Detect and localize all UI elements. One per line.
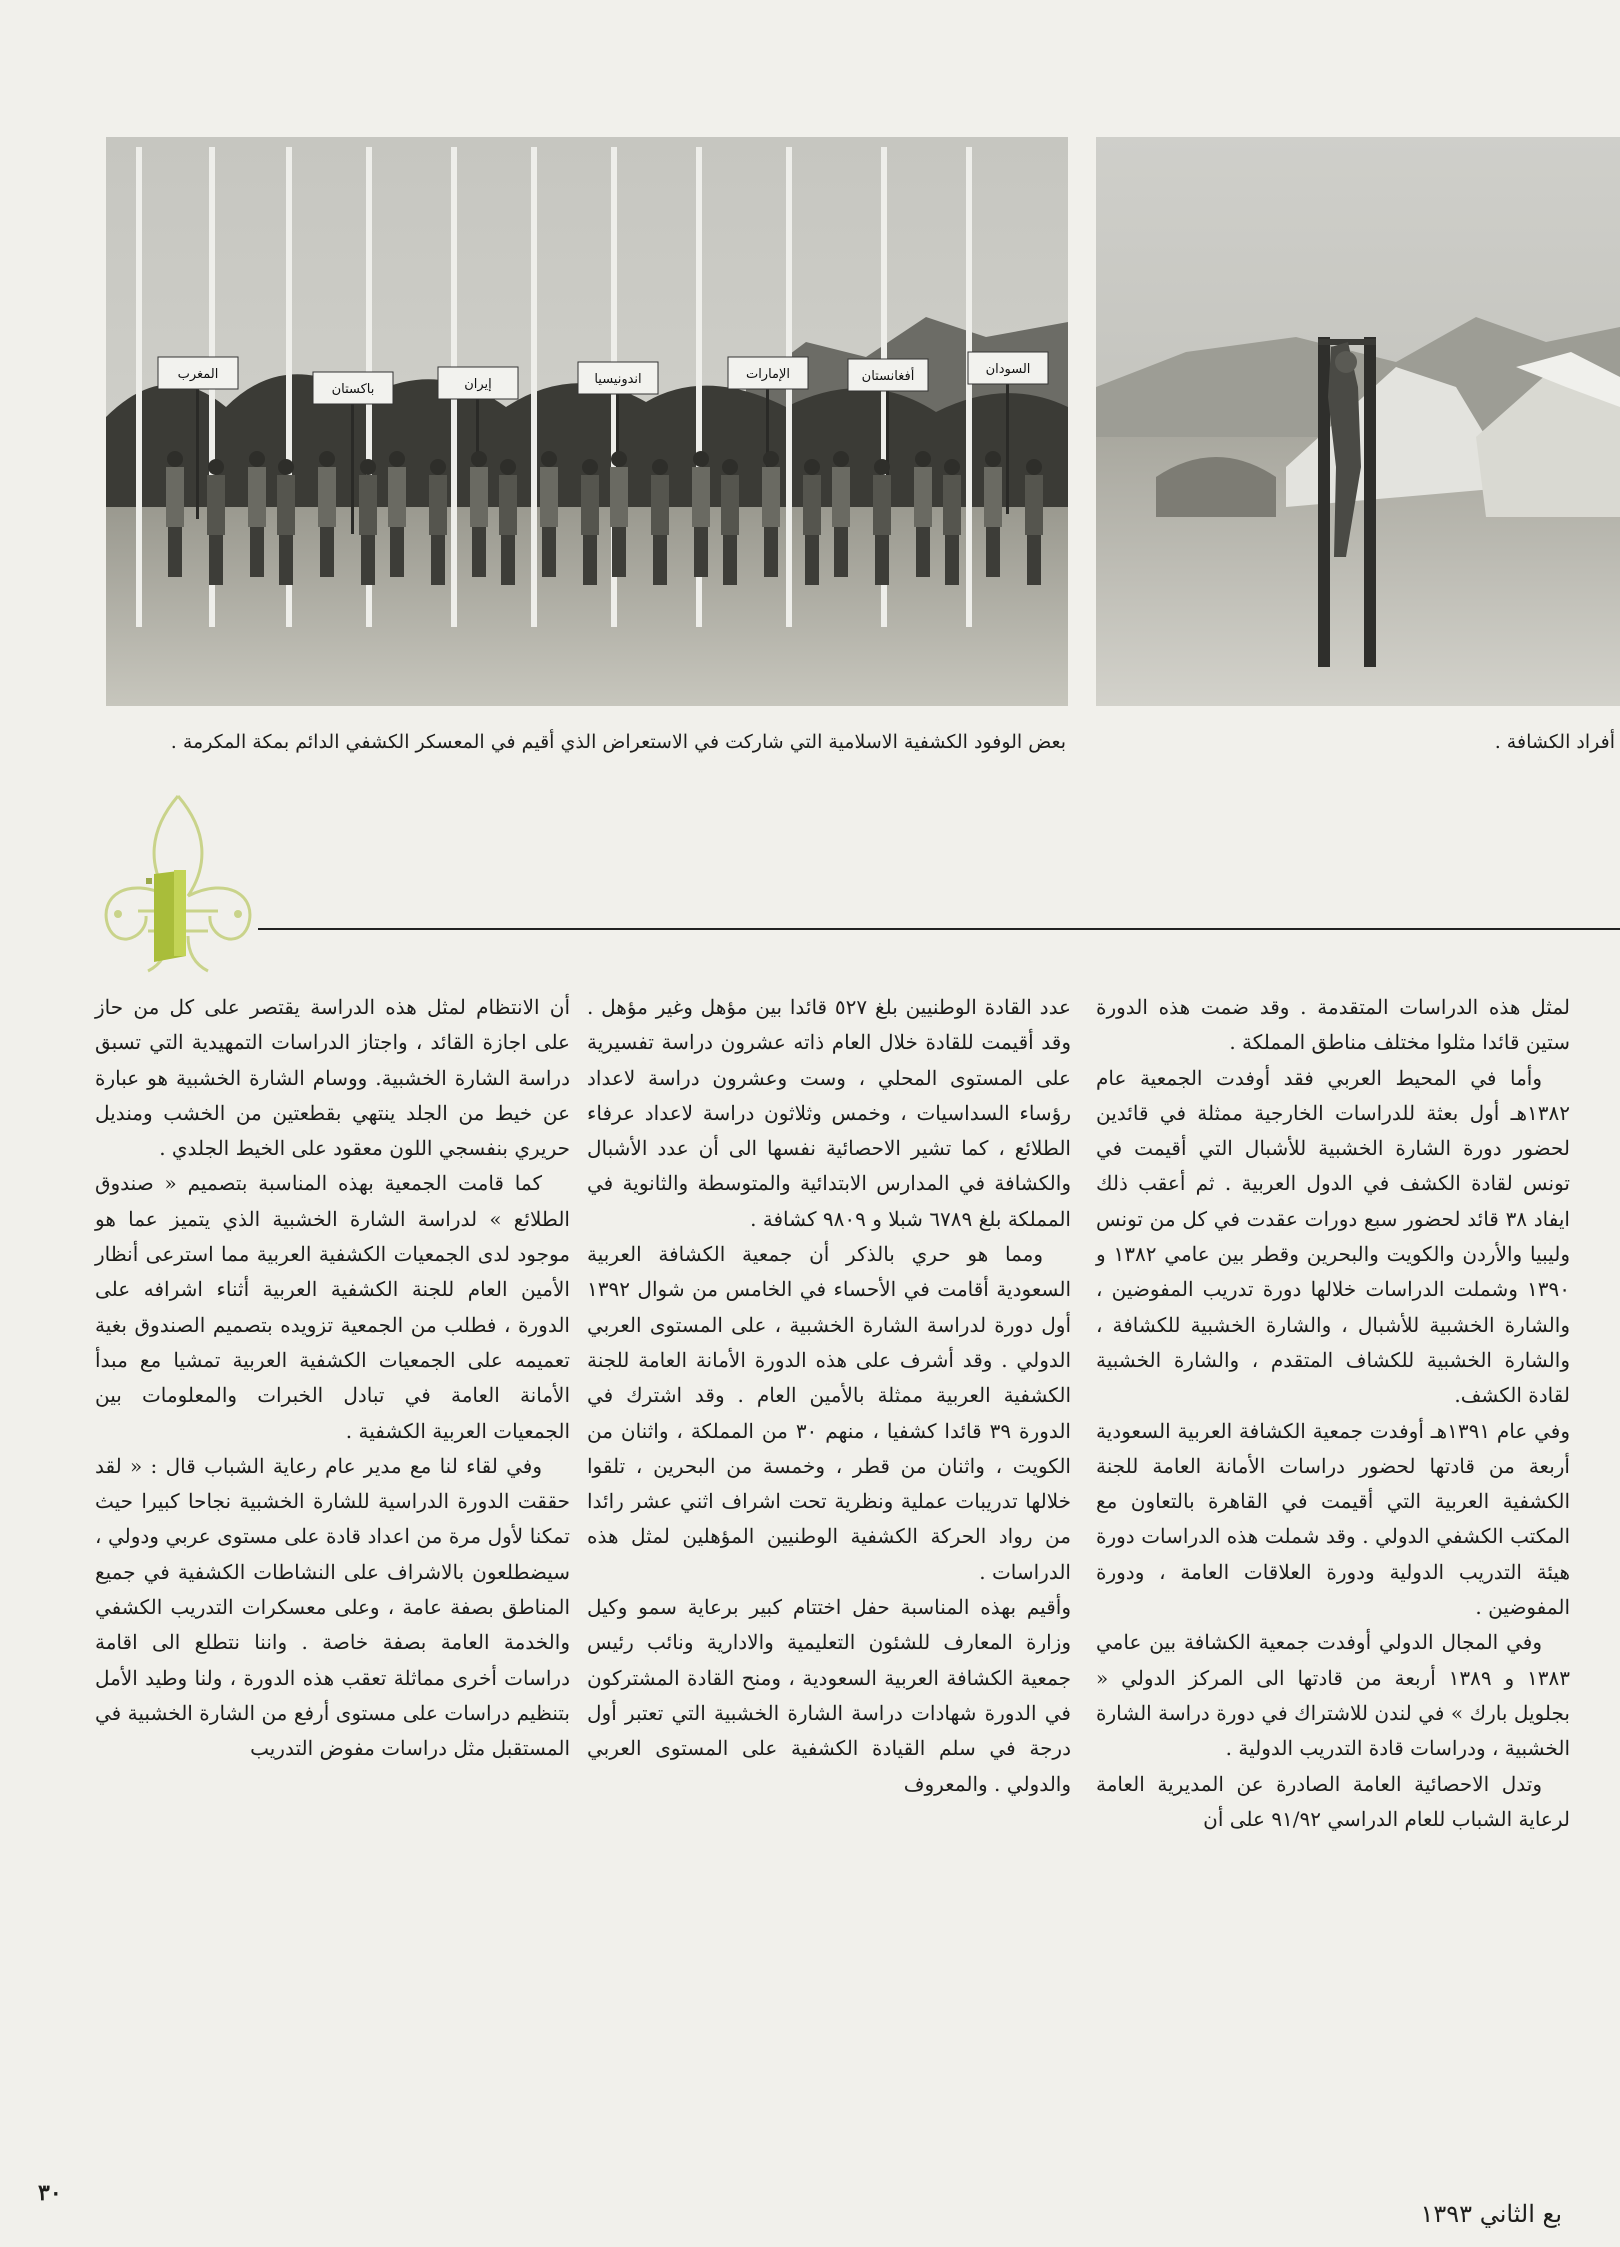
scout-figure bbox=[651, 459, 669, 585]
scout-figure bbox=[207, 459, 225, 585]
photo-scout-tents bbox=[1096, 137, 1620, 706]
flag-pole bbox=[531, 147, 537, 627]
delegation-sign-label: إيران bbox=[464, 377, 492, 392]
scout-figure bbox=[318, 451, 336, 577]
scout-figure bbox=[1025, 459, 1043, 585]
delegation-sign-label: أفغانستان bbox=[861, 369, 915, 384]
scout-figure bbox=[388, 451, 406, 577]
page-number: ٣٠ bbox=[38, 2180, 62, 2206]
paragraph: وأما في المحيط العربي فقد أوفدت الجمعية عام ١٣٨٢هـ أول بعثة للدراسات الخارجية ممثلة في قائدين لحضور دورة الشارة الخشبية للأشبال التي أقيمت في تونس لقادة الكشف في الدول العربية . ثم أعقب ذلك ايفاد ٣٨ قائد لحضور سبع دورات عقدت في كل من تونس وليبيا والأردن والكويت والبحرين وقطر بين عامي ١٣٨٢ و ١٣٩٠ وشملت الدراسات خلالها دورة تدريب المفوضين ، والشارة الخشبية للأشبال ، والشارة الخشبية للكشافة ، والشارة الخشبية للكشاف المتقدم ، والشارة الخشبية لقادة الكشف. bbox=[1096, 1065, 1571, 1408]
delegation-sign-label: الإمارات bbox=[745, 367, 791, 382]
scout-figure bbox=[803, 459, 821, 585]
paragraph: وأقيم بهذه المناسبة حفل اختتام كبير برعاية سمو وكيل وزارة المعارف للشئون التعليمية والادارية ونائب رئيس جمعية الكشافة العربية السعودية ، ومنح القادة المشتركون في الدورة شهادات دراسة الشارة الخشبية التي تعتبر أول درجة في سلم القيادة الكشفية على المستوى العربي والدولي . والمعروف bbox=[587, 1595, 1071, 1796]
scout-figure bbox=[692, 451, 710, 577]
scout-figure bbox=[914, 451, 932, 577]
delegation-sign-label: اندونيسيا bbox=[594, 372, 642, 387]
flag-pole bbox=[966, 147, 972, 627]
scout-tents-image bbox=[1096, 137, 1620, 706]
scout-figure bbox=[984, 451, 1002, 577]
photo-caption-left: بعض الوفود الكشفية الاسلامية التي شاركت في الاستعراض الذي أقيم في المعسكر الكشفي الدائم بمكة المكرمة . bbox=[170, 731, 1066, 753]
scout-figure bbox=[873, 459, 891, 585]
photo-scout-parade bbox=[106, 137, 1068, 706]
scout-figure bbox=[429, 459, 447, 585]
delegation-sign-label: السودان bbox=[985, 362, 1031, 377]
scout-figure bbox=[540, 451, 558, 577]
scout-figure bbox=[762, 451, 780, 577]
parade-image bbox=[106, 137, 1068, 706]
scout-figure bbox=[581, 459, 599, 585]
scout-figure bbox=[610, 451, 628, 577]
scout-figure bbox=[248, 451, 266, 577]
paragraph: وتدل الاحصائية العامة الصادرة عن المديرية العامة لرعاية الشباب للعام الدراسي ٩١/٩٢ على أن bbox=[1096, 1771, 1570, 1831]
paragraph: وفي المجال الدولي أوفدت جمعية الكشافة بين عامي ١٣٨٣ و ١٣٨٩ أربعة من قادتها الى المركز الدولي « بجلويل بارك » في لندن للاشتراك في دورة دراسة الشارة الخشبية ، ودراسات قادة التدريب الدولية . bbox=[1096, 1630, 1570, 1761]
paragraph: أن الانتظام لمثل هذه الدراسة يقتصر على كل من حاز على اجازة القائد ، واجتاز الدراسات التمهيدية التي تسبق دراسة الشارة الخشبية. ووسام الشارة الخشبية هو عبارة عن خيط من الجلد ينتهي بقطعتين من الخشب ومنديل حريري بنفسجي اللون معقود على الخيط الجلدي . bbox=[95, 995, 570, 1161]
paragraph: لمثل هذه الدراسات المتقدمة . وقد ضمت هذه الدورة ستين قائدا مثلوا مختلف مناطق المملكة . bbox=[1096, 995, 1570, 1055]
scout-fleur-de-lis-icon bbox=[88, 786, 268, 976]
paragraph: عدد القادة الوطنيين بلغ ٥٢٧ قائدا بين مؤهل وغير مؤهل . وقد أقيمت للقادة خلال العام ذاته عشرون دراسة تفسيرية على المستوى المحلي ، وست وعشرون دراسة لاعداد رؤساء السداسيات ، وخمس وثلاثون دراسة لاعداد عرفاء الطلائع ، كما تشير الاحصائية نفسها الى أن عدد الأشبال والكشافة في المدارس الابتدائية والمتوسطة والثانوية في المملكة بلغ ٦٧٨٩ شبلا و ٩٨٠٩ كشافة . bbox=[587, 995, 1071, 1231]
paragraph: وفي عام ١٣٩١هـ أوفدت جمعية الكشافة العربية السعودية أربعة من قادتها لحضور دراسات الأمانة العامة للجنة الكشفية العربية التي أقيمت في القاهرة بالتعاون مع المكتب الكشفي الدولي . وقد شملت هذه الدراسات دورة هيئة التدريب الدولية ودورة العلاقات العامة ، ودورة المفوضين . bbox=[1096, 1418, 1571, 1620]
section-divider bbox=[258, 928, 1620, 930]
issue-date: بع الثاني ١٣٩٣ bbox=[1420, 2200, 1562, 2228]
article-column-right bbox=[1096, 990, 1570, 1837]
scout-figure bbox=[166, 451, 184, 577]
paragraph: وفي لقاء لنا مع مدير عام رعاية الشباب قال : « لقد حققت الدورة الدراسية للشارة الخشبية نجاحا كبيرا حيث تمكنا لأول مرة من اعداد قادة على مستوى عربي ودولي ، سيضطلعون بالاشراف على النشاطات الكشفية في جميع المناطق بصفة عامة ، وعلى معسكرات التدريب الكشفي والخدمة العامة بصفة خاصة . واننا نتطلع الى اقامة دراسات أخرى مماثلة تعقب هذه الدورة ، ولنا وطيد الأمل بتنظيم دراسات على مستوى أرفع من الشارة الخشبية في المستقبل مثل دراسات مفوض التدريب bbox=[95, 1453, 570, 1761]
scout-figure bbox=[832, 451, 850, 577]
scout-figure bbox=[359, 459, 377, 585]
scout-figure bbox=[499, 459, 517, 585]
article-column-left bbox=[95, 990, 570, 1767]
article-column-middle bbox=[587, 990, 1071, 1802]
delegation-sign-label: المغرب bbox=[177, 367, 219, 382]
paragraph: ومما هو حري بالذكر أن جمعية الكشافة العربية السعودية أقامت في الأحساء في الخامس من شوال ١٣٩٢ أول دورة لدراسة الشارة الخشبية ، على المستوى العربي الدولي . وقد أشرف على هذه الدورة الأمانة العامة للجنة الكشفية العربية ممثلة بالأمين العام . وقد اشترك في الدورة ٣٩ قائدا كشفيا ، منهم ٣٠ من المملكة ، واثنان من الكويت ، واثنان من قطر ، وخمسة من البحرين ، تلقوا خلالها تدريبات عملية ونظرية تحت اشراف اثني عشر رائدا من رواد الحركة الكشفية الوطنيين المؤهلين لمثل هذه الدراسات . bbox=[587, 1242, 1071, 1584]
delegation-sign-label: باكستان bbox=[331, 382, 375, 397]
scout-figure bbox=[277, 459, 295, 585]
scout-figure bbox=[470, 451, 488, 577]
scout-figure bbox=[721, 459, 739, 585]
paragraph: كما قامت الجمعية بهذه المناسبة بتصميم « صندوق الطلائع » لدراسة الشارة الخشبية الذي يتميز عما هو موجود لدى الجمعيات الكشفية العربية مما استرعى أنظار الأمين العام للجنة الكشفية العربية أثناء اشرافه على الدورة ، فطلب من الجمعية تزويده بتصميم الصندوق بغية تعميمه على الجمعيات الكشفية العربية تمشيا مع مبدأ الأمانة العامة في تبادل الخبرات والمعلومات بين الجمعيات العربية الكشفية . bbox=[95, 1171, 570, 1443]
flag-pole bbox=[136, 147, 142, 627]
photo-caption-right: أفراد الكشافة . bbox=[1494, 731, 1615, 753]
scout-figure bbox=[943, 459, 961, 585]
